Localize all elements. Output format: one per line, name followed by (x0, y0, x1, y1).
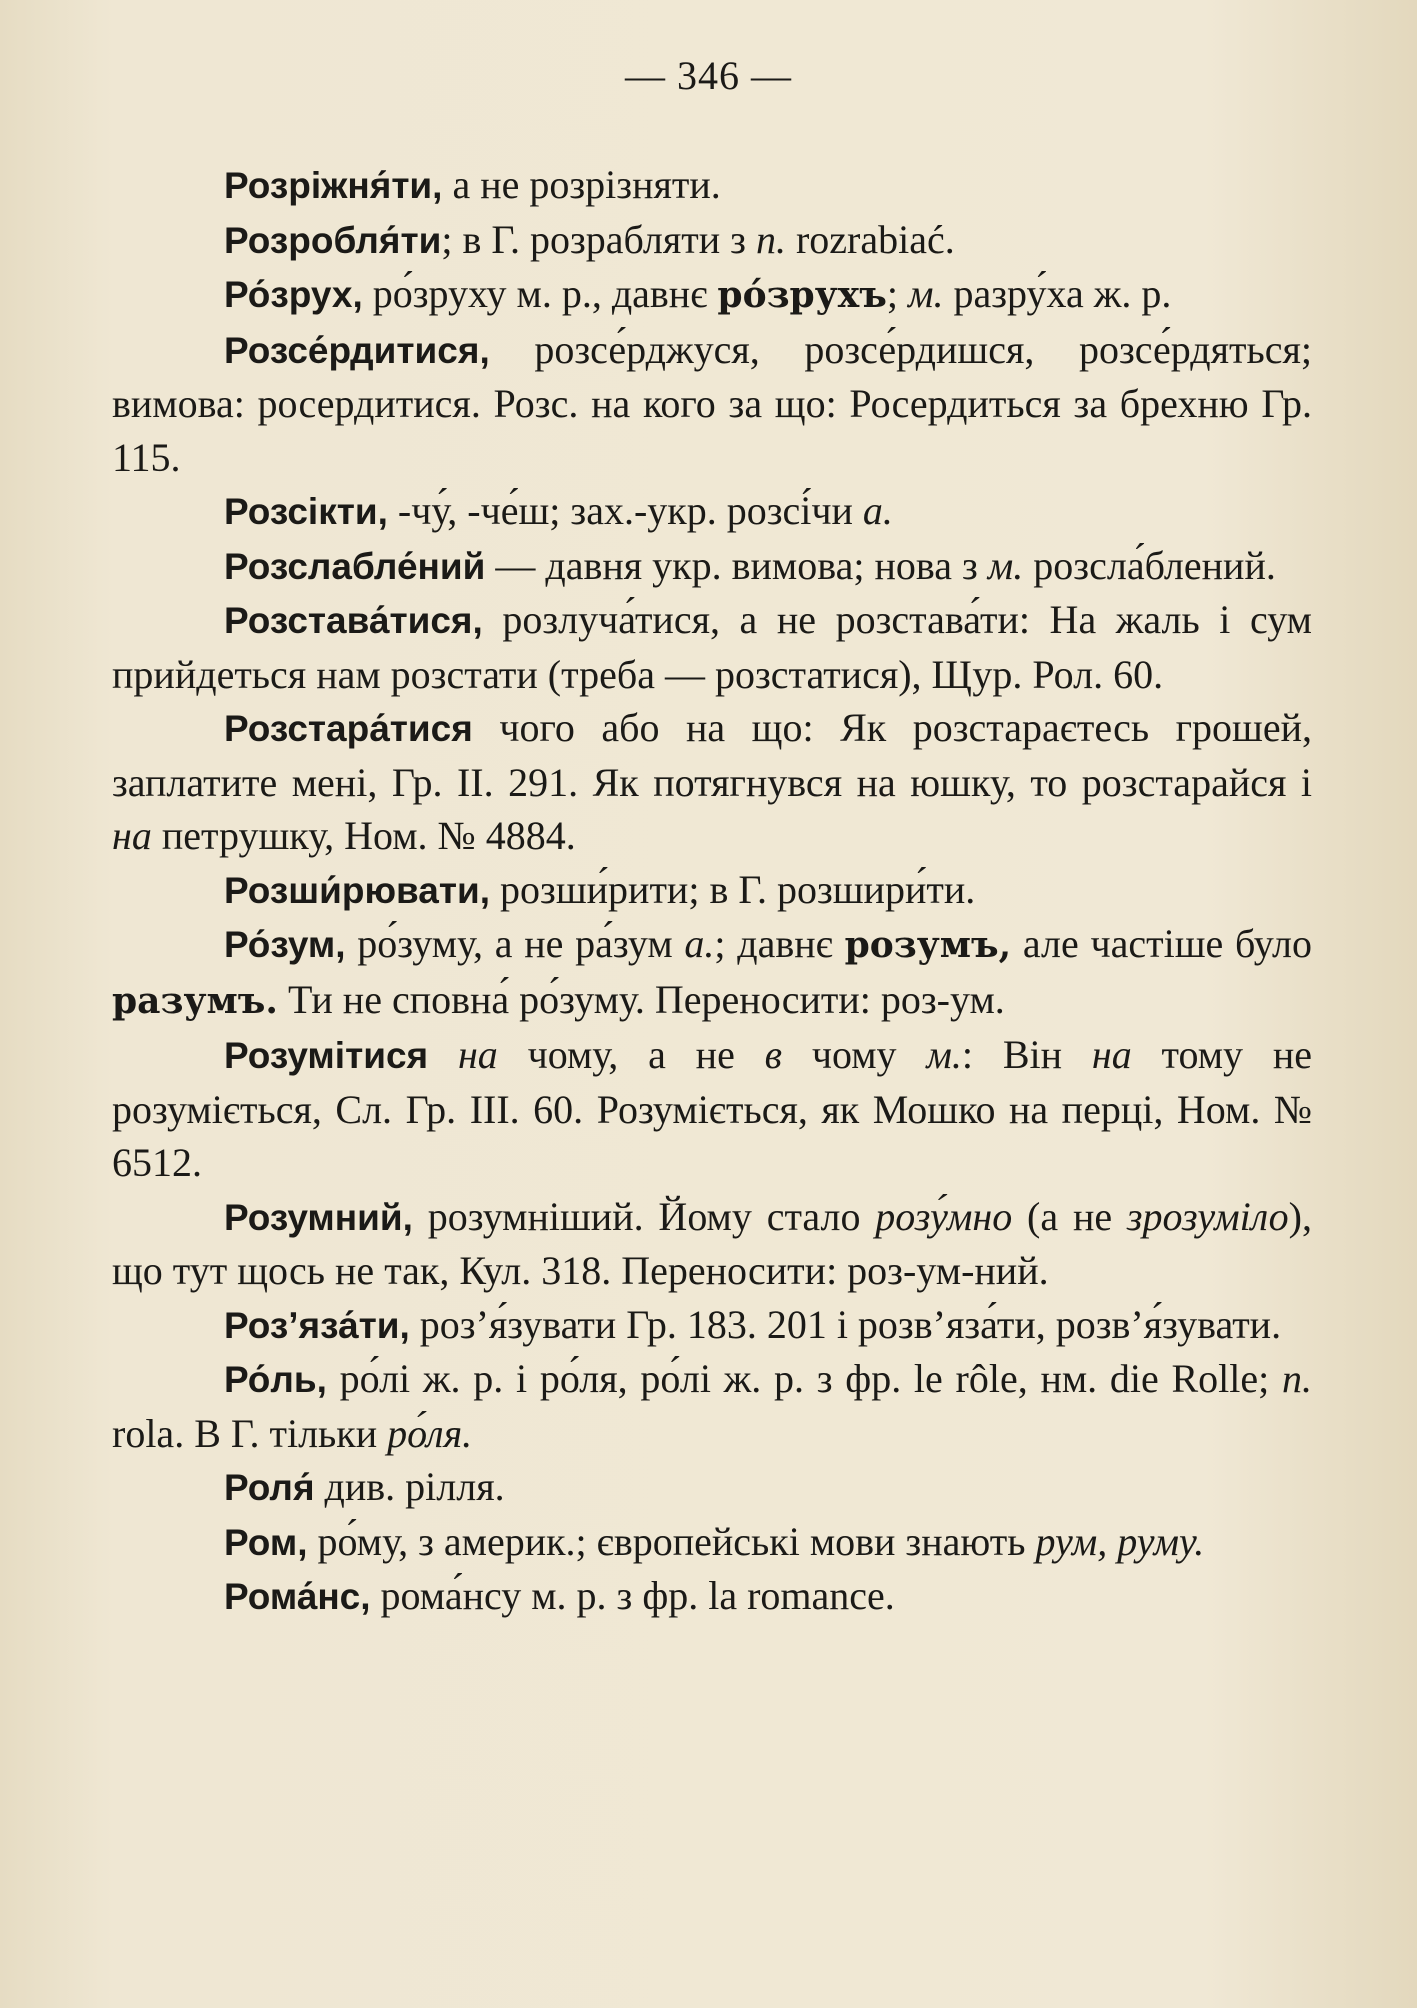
italic-term: на (1091, 1032, 1132, 1077)
italic-term: розу́мно (875, 1193, 1013, 1239)
entry-text: розлуча́тися, а не розстава́ти: На жаль і сум прийдеться нам розстати (треба — розстатися), Щур. Рол. 60. (112, 597, 1312, 697)
headword: Розсе́рдитися, (224, 329, 490, 371)
dictionary-entry (112, 1298, 1312, 1353)
entry-text: розши́рити; в Г. розшири́ти. (490, 866, 976, 912)
page-number: — 346 — (625, 53, 792, 98)
entry-text: ро́му, з америк.; європейські мови знають (307, 1518, 1036, 1564)
italic-term: зрозуміло (1126, 1193, 1289, 1239)
dictionary-entry (112, 213, 1312, 268)
headword: Ро́зрух, (224, 274, 363, 315)
headword: Розріжня́ти, (224, 165, 443, 206)
old-spelling: розумъ, (844, 924, 1012, 966)
dictionary-entry (112, 1569, 1312, 1624)
italic-term: в (764, 1032, 783, 1077)
headword: Розслабле́ний (224, 545, 486, 587)
dictionary-entry (112, 917, 1312, 1028)
dictionary-entry (112, 1352, 1312, 1460)
dictionary-entry (112, 539, 1312, 594)
entry-text: але частіше було (1011, 921, 1313, 966)
headword: Ро́зум, (224, 924, 346, 965)
dictionary-entry (112, 701, 1312, 863)
dictionary-entry (112, 323, 1312, 485)
italic-term: ро́ля. (387, 1410, 473, 1456)
dictionary-entry (112, 1028, 1312, 1190)
entries-column (112, 158, 1312, 1624)
italic-term: рум, руму. (1035, 1518, 1205, 1564)
headword: Розробля́ти (224, 219, 442, 261)
entry-text: петрушку, Ном. № 4884. (151, 813, 576, 858)
entry-text: розсла́блений. (1023, 542, 1276, 588)
entry-text: розсе́рджуся, розсе́рдишся, розсе́рдяться; вимова: росердитися. Розс. на кого за що: Росердиться за брехню Гр. 115. (112, 326, 1312, 480)
entry-text: rola. В Г. тільки (112, 1410, 388, 1456)
italic-term: м. (926, 1032, 962, 1077)
entry-text (428, 1032, 458, 1077)
entry-text: ; (886, 271, 908, 316)
entry-text: чому (782, 1032, 927, 1077)
italic-term: на (112, 813, 152, 858)
headword: Ром, (224, 1521, 308, 1563)
headword: Розстава́тися, (224, 600, 483, 641)
entry-text: -чу́, -че́ш; зах.-укр. розсі́чи (387, 488, 863, 533)
old-spelling: разумъ. (112, 979, 278, 1022)
dictionary-entry (112, 1460, 1312, 1515)
entry-text: ро́лі ж. р. і ро́ля, ро́лі ж. р. з фр. le rôle, нм. die Rolle; (326, 1356, 1282, 1401)
italic-term: м. (987, 542, 1024, 588)
headword: Розстара́тися (224, 708, 473, 749)
italic-term: п. (755, 216, 786, 262)
old-spelling: ро́зрухъ (717, 274, 887, 316)
entry-text: rozrabiać. (785, 216, 955, 262)
headword: Роз’яза́ти, (224, 1304, 410, 1346)
entry-text: разру́ха ж. р. (943, 271, 1172, 316)
headword: Розсікти, (224, 491, 388, 532)
entry-text: розумніший. Йому стало (412, 1193, 876, 1239)
dictionary-entry (112, 1190, 1312, 1298)
dictionary-entry (112, 484, 1312, 539)
italic-term: на (457, 1032, 498, 1077)
italic-term: п. (1282, 1356, 1312, 1401)
entry-text: а не розрізняти. (442, 162, 721, 207)
entry-text: — давня укр. вимова; нова з (485, 542, 988, 588)
italic-term: a. (862, 488, 893, 533)
entry-text: чого або на що: Як розстараєтесь грошей, заплатите мені, Гр. II. 291. Як потягнувся на юшку, то розстарайся і (112, 705, 1312, 805)
italic-term: a. (684, 921, 715, 966)
entry-text: ро́зруху м. р., давнє (362, 271, 718, 316)
dictionary-entry (112, 267, 1312, 323)
headword: Ро́ль, (224, 1359, 327, 1400)
headword: Роля́ (224, 1467, 315, 1508)
entry-text: чому, а не (497, 1032, 765, 1077)
entry-text: (а не (1012, 1193, 1127, 1239)
dictionary-entry (112, 1515, 1312, 1570)
entry-text: ; в Г. розрабляти з (441, 216, 756, 262)
dictionary-entry (112, 863, 1312, 918)
entry-text: ), що тут щось не так, Кул. 318. Переносити: роз-ум-ний. (112, 1193, 1312, 1293)
headword: Розумний, (224, 1196, 413, 1238)
entry-text: : Він (961, 1032, 1092, 1077)
entry-text: Ти не сповна́ ро́зуму. Переносити: роз-ум. (277, 976, 1005, 1022)
entry-text: тому не розуміється, Сл. Гр. III. 60. Розуміється, як Мошко на перці, Ном. № 6512. (112, 1032, 1313, 1185)
headword: Розумітися (224, 1035, 429, 1076)
entry-text: ; давнє (714, 921, 845, 966)
entry-text: ро́зуму, а не ра́зум (345, 921, 685, 966)
headword: Рома́нс, (224, 1576, 371, 1617)
headword: Розши́рювати, (224, 869, 491, 911)
entry-text: роз’я́зувати Гр. 183. 201 і розв’яза́ти, розв’я́зувати. (409, 1301, 1282, 1347)
italic-term: м. (907, 271, 944, 316)
entry-text: див. рілля. (314, 1464, 505, 1509)
entry-text: рома́нсу м. р. з фр. la romance. (370, 1573, 895, 1618)
dictionary-entry (112, 158, 1312, 213)
dictionary-entry (112, 593, 1312, 701)
